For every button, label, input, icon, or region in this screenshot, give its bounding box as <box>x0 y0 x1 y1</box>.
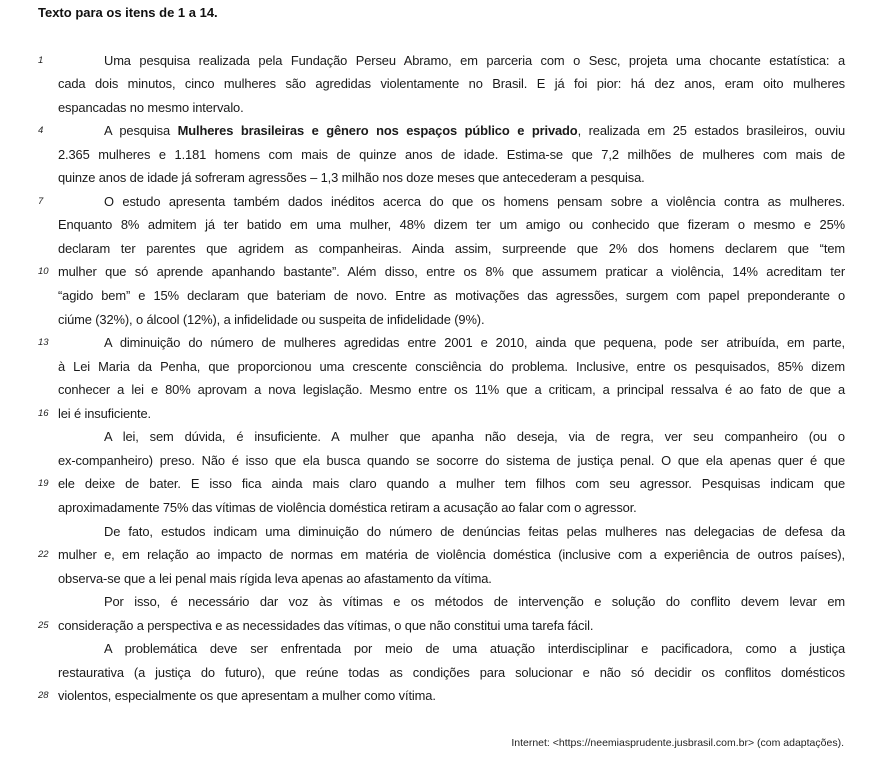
text-segment: , realizada em 25 estados brasileiros, ouviu <box>577 123 846 139</box>
text-line <box>0 308 875 332</box>
text-segment: consideração a perspectiva e as necessidades das vítimas, o que não constitui uma tarefa fácil. <box>58 617 594 633</box>
text-segment: restaurativa (a justiça do futuro), que reúne todas as condições para solucionar e não só decidir os conflitos domésticos <box>58 664 845 680</box>
line-text <box>58 96 845 120</box>
text-line <box>0 72 875 96</box>
source-citation: Internet: <https://neemiasprudente.jusbrasil.com.br> (com adaptações). <box>511 737 844 749</box>
line-text <box>104 331 845 355</box>
line-number: 10 <box>38 266 49 278</box>
line-text <box>104 520 845 544</box>
text-line <box>0 355 875 379</box>
line-text <box>58 213 845 237</box>
text-segment: espancadas no mesmo intervalo. <box>58 99 244 115</box>
line-text <box>58 260 845 284</box>
text-segment: ex-companheiro) preso. Não é isso que ela busca quando se socorre do sistema de justiça penal. O que ela apenas quer é que <box>58 452 845 468</box>
text-segment: Enquanto 8% admitem já ter batido em uma mulher, 48% dizem ter um amigo ou conhecido que fizeram o mesmo e 25% <box>58 217 845 233</box>
text-line <box>0 378 875 402</box>
text-segment: A lei, sem dúvida, é insuficiente. A mulher que apanha não deseja, via de regra, ver seu companheiro (ou o <box>104 429 845 445</box>
line-text <box>58 308 845 332</box>
text-segment: à Lei Maria da Penha, que proporcionou uma crescente consciência do problema. Inclusive, entre os pesquisados, 85% dizem <box>58 358 845 374</box>
line-text <box>58 72 845 96</box>
text-segment: 2.365 mulheres e 1.181 homens com mais de quinze anos de idade. Estima-se que 7,2 milhões de mulheres com mais de <box>58 146 845 162</box>
text-line <box>0 449 875 473</box>
text-line <box>0 637 875 661</box>
line-number: 4 <box>38 125 44 137</box>
line-number: 13 <box>38 337 49 349</box>
line-number: 19 <box>38 478 49 490</box>
text-segment: Por isso, é necessário dar voz às vítimas e os métodos de intervenção e solução do conflito devem levar em <box>104 594 845 610</box>
text-segment: A problemática deve ser enfrentada por meio de uma atuação interdisciplinar e pacificadora, como a justiça <box>104 641 845 657</box>
text-segment: ele deixe de bater. E isso fica ainda mais claro quando a mulher tem filhos com seu agressor. Pesquisas indicam que <box>58 476 845 492</box>
line-text <box>58 684 845 708</box>
line-text <box>58 614 845 638</box>
text-line <box>0 520 875 544</box>
text-segment: A diminuição do número de mulheres agredidas entre 2001 e 2010, ainda que pequena, pode ser atribuída, em parte, <box>104 335 845 351</box>
text-line <box>0 166 875 190</box>
text-line <box>0 213 875 237</box>
text-segment: ciúme (32%), o álcool (12%), a infidelidade ou suspeita de infidelidade (9%). <box>58 311 485 327</box>
bold-text-segment: Mulheres brasileiras e gênero nos espaços público e privado <box>177 123 578 139</box>
text-line <box>0 684 875 708</box>
text-line <box>0 284 875 308</box>
line-text <box>104 425 845 449</box>
text-segment: A pesquisa <box>104 123 178 139</box>
text-segment: De fato, estudos indicam uma diminuição do número de denúncias feitas pelas mulheres nas delegacias de defesa da <box>104 523 845 539</box>
line-text <box>104 49 845 73</box>
line-text <box>58 143 845 167</box>
text-line <box>0 472 875 496</box>
line-text <box>104 190 845 214</box>
text-line <box>0 543 875 567</box>
line-text <box>58 567 845 591</box>
line-number: 28 <box>38 690 49 702</box>
text-line <box>0 614 875 638</box>
line-text <box>58 378 845 402</box>
text-segment: violentos, especialmente os que apresentam a mulher como vítima. <box>58 688 436 704</box>
text-segment: quinze anos de idade já sofreram agressões – 1,3 milhão nos doze meses que antecederam a pesquisa. <box>58 170 645 186</box>
line-text <box>104 590 845 614</box>
text-line <box>0 402 875 426</box>
line-text <box>58 402 845 426</box>
text-segment: lei é insuficiente. <box>58 405 152 421</box>
text-line <box>0 49 875 73</box>
text-segment: “agido bem” e 15% declaram que bateriam de novo. Entre as motivações das agressões, surgem com papel preponderante o <box>58 288 845 303</box>
text-segment: O estudo apresenta também dados inéditos acerca do que os homens pensam sobre a violência contra as mulheres. <box>104 193 845 209</box>
text-line <box>0 190 875 214</box>
line-text <box>58 166 845 190</box>
line-text <box>58 449 845 473</box>
text-segment: mulher que só aprende apanhando bastante”. Além disso, entre os 8% que assumem praticar a violência, 14% acreditam ter <box>58 264 845 280</box>
line-number: 22 <box>38 549 49 561</box>
line-text <box>58 661 845 685</box>
text-line <box>0 119 875 143</box>
section-heading: Texto para os itens de 1 a 14. <box>38 5 218 20</box>
text-line <box>0 590 875 614</box>
text-segment: aproximadamente 75% das vítimas de violência doméstica retiram a acusação ao falar com o agressor. <box>58 499 637 515</box>
text-line <box>0 567 875 591</box>
line-number: 7 <box>38 195 44 207</box>
text-segment: cada dois minutos, cinco mulheres são agredidas violentamente no Brasil. E já foi pior: há dez anos, eram oito mulheres <box>58 76 845 92</box>
line-text <box>104 637 845 661</box>
line-text <box>58 284 845 308</box>
line-text <box>58 543 845 567</box>
text-line <box>0 496 875 520</box>
text-line <box>0 260 875 284</box>
text-segment: Uma pesquisa realizada pela Fundação Perseu Abramo, em parceria com o Sesc, projeta uma chocante estatística: a <box>104 52 845 68</box>
text-segment: observa-se que a lei penal mais rígida leva apenas ao afastamento da vítima. <box>58 570 492 586</box>
line-text <box>58 355 845 379</box>
line-text <box>58 496 845 520</box>
line-text <box>58 472 845 496</box>
line-number: 1 <box>38 54 44 66</box>
text-line <box>0 237 875 261</box>
text-segment: mulher e, em relação ao impacto de normas em matéria de violência doméstica (inclusive com a experiência de outros países), <box>58 547 845 563</box>
text-line <box>0 96 875 120</box>
line-text <box>104 119 845 143</box>
text-line <box>0 425 875 449</box>
line-text <box>58 237 845 261</box>
text-line <box>0 143 875 167</box>
text-line <box>0 331 875 355</box>
text-line <box>0 661 875 685</box>
line-number: 16 <box>38 407 49 419</box>
text-segment: declaram ter parentes que agridem as companheiras. Ainda assim, surpreende que 2% dos homens declarem que “tem <box>58 240 845 256</box>
line-number: 25 <box>38 619 49 631</box>
text-segment: conhecer a lei e 80% aprovam a nova legislação. Mesmo entre os 11% que a criticam, a principal ressalva é ao fato de que a <box>58 382 845 398</box>
